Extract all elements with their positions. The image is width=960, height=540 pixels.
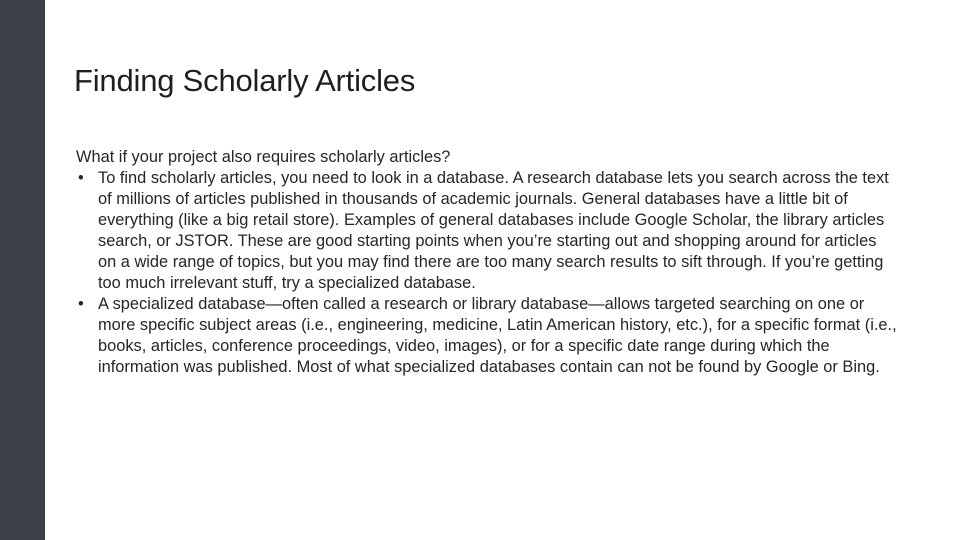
bullet-item-specialized-databases [76, 294, 898, 378]
bullet-text: To find scholarly articles, you need to look in a database. A research database lets you search across the text of millions of articles published in thousands of academic journals. General databases have a little bit of everything (like a big retail store). Examples of general databases include Google Scholar, the library articles search, or JSTOR. These are good starting points when you’re starting out and shopping around for articles on a wide range of topics, but you may find there are too many search results to sift through. If you’re getting too much irrelevant stuff, try a specialized database. [98, 169, 889, 292]
bullet-item-general-databases [76, 168, 898, 294]
slide-body [76, 147, 898, 378]
bullet-dot-icon: • [78, 169, 84, 187]
bullet-list [76, 168, 898, 378]
bullet-dot-icon: • [78, 295, 84, 313]
intro-question: What if your project also requires scholarly articles? [76, 148, 451, 166]
bullet-text: A specialized database—often called a research or library database—allows targeted searching on one or more specific subject areas (i.e., engineering, medicine, Latin American history, etc.), for a specific format (i.e., books, articles, conference proceedings, video, images), or for a specific date range during which the information was published. Most of what specialized databases contain can not be found by Google or Bing. [98, 295, 897, 376]
slide-title: Finding Scholarly Articles [74, 63, 416, 98]
slide-side-bar [0, 0, 45, 540]
